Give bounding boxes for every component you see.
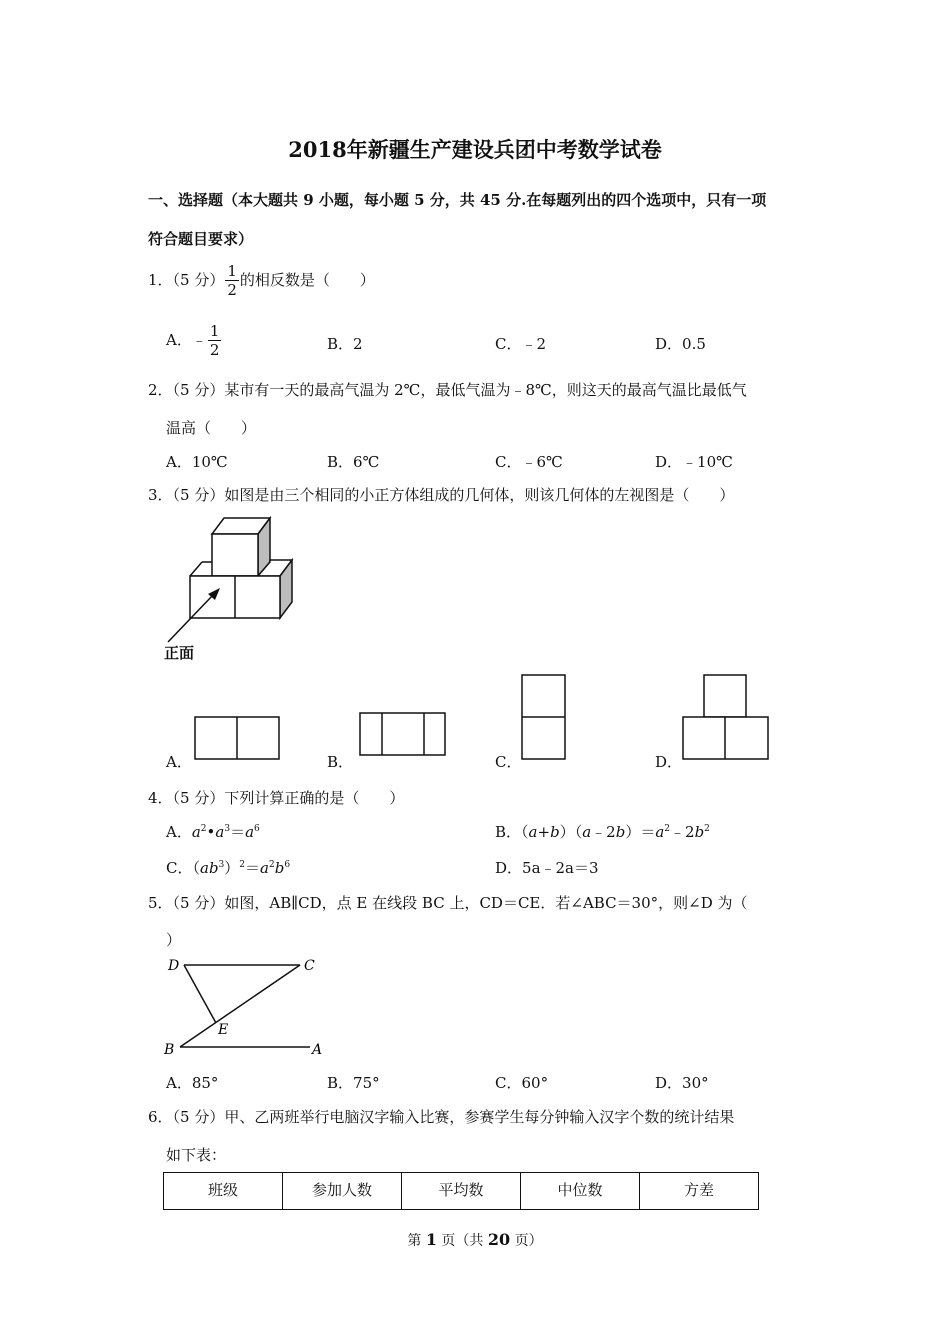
page-title: 2018年新疆生产建设兵团中考数学试卷 xyxy=(288,137,662,162)
option-label: A． xyxy=(166,331,192,349)
q4-option-b: B．$(a+b)(a﹣2b)=a^2﹣2b^2$ xyxy=(495,823,710,841)
question-1-number: 1．（5 分） xyxy=(148,271,225,289)
point-label-b: B xyxy=(164,1042,175,1058)
table-header-cell: 参加人数 xyxy=(283,1173,402,1210)
q3-option-c-figure xyxy=(521,674,569,764)
q1-option-b: B．2 xyxy=(327,335,363,353)
q2-option-c: C．﹣6℃ xyxy=(495,453,563,471)
q1-option-d: D．0.5 xyxy=(655,335,706,353)
point-label-c: C xyxy=(304,958,315,974)
question-5-line1: 5．（5 分）如图，AB∥CD，点 E 在线段 BC 上，CD＝CE．若∠ABC＝30°，则∠D 为（ xyxy=(148,894,748,912)
question-2-line2: 温高（ ） xyxy=(166,419,257,437)
q2-option-a: A．10℃ xyxy=(166,453,228,471)
footer-middle: 页（共 xyxy=(436,1233,488,1249)
fraction-numerator: 1 xyxy=(227,262,237,280)
fraction-denominator: 2 xyxy=(209,341,220,359)
q5-option-b: B．75° xyxy=(327,1074,380,1092)
q3-option-d-label: D． xyxy=(655,753,683,771)
fraction-denominator: 2 xyxy=(227,281,237,299)
q3-option-b-label: B． xyxy=(327,753,354,771)
option-sign: ﹣ xyxy=(191,331,207,349)
point-label-e: E xyxy=(218,1022,229,1038)
page-footer xyxy=(0,1230,950,1250)
q5-option-c: C．60° xyxy=(495,1074,549,1092)
question-6-line2: 如下表： xyxy=(166,1146,227,1164)
question-2-line1: 2．（5 分）某市有一天的最高气温为 2℃，最低气温为﹣8℃，则这天的最高气温比最低气 xyxy=(148,381,747,399)
question-6-line1: 6．（5 分）甲、乙两班举行电脑汉字输入比赛，参赛学生每分钟输入汉字个数的统计结果 xyxy=(148,1108,735,1126)
q3-option-b-figure xyxy=(359,712,449,758)
footer-page-number: 1 xyxy=(425,1230,437,1249)
table-header-cell: 方差 xyxy=(640,1173,759,1210)
q1-option-a xyxy=(166,324,222,358)
q4-option-d: D．5a﹣2a＝3 xyxy=(495,859,599,877)
question-1-text: 的相反数是（ ） xyxy=(239,271,375,289)
footer-total-pages: 20 xyxy=(487,1230,511,1249)
point-label-a: A xyxy=(312,1042,323,1058)
q6-table xyxy=(163,1172,759,1210)
q4-option-a: A．$a^2•a^3=a^6$ xyxy=(166,823,260,841)
q3-option-a-label: A． xyxy=(166,753,192,771)
question-1 xyxy=(148,264,375,298)
front-arrow xyxy=(160,580,230,650)
q3-option-c-label: C． xyxy=(495,753,522,771)
question-3: 3．（5 分）如图是由三个相同的小正方体组成的几何体，则该几何体的左视图是（ ） xyxy=(148,486,735,504)
option-label: C． xyxy=(166,859,193,877)
table-header-row xyxy=(164,1173,759,1210)
q4-option-c: C．$(ab^3)^2=a^2b^6$ xyxy=(166,859,291,877)
q3-option-d-figure xyxy=(682,674,772,764)
q5-geometry-figure xyxy=(160,952,330,1062)
front-label: 正面 xyxy=(164,644,195,662)
option-label: A． xyxy=(166,823,192,841)
q5-option-a: A．85° xyxy=(166,1074,219,1092)
option-label: B． xyxy=(495,823,522,841)
q2-option-d: D．﹣10℃ xyxy=(655,453,733,471)
q2-option-b: B．6℃ xyxy=(327,453,380,471)
footer-suffix: 页） xyxy=(510,1233,543,1249)
footer-prefix: 第 xyxy=(407,1233,426,1249)
table-header-cell: 班级 xyxy=(164,1173,283,1210)
question-4: 4．（5 分）下列计算正确的是（ ） xyxy=(148,789,405,807)
section-heading-line2: 符合题目要求） xyxy=(148,230,254,248)
q5-option-d: D．30° xyxy=(655,1074,709,1092)
question-1-fraction xyxy=(225,264,239,298)
question-5-line2: ） xyxy=(166,931,182,949)
point-label-d: D xyxy=(168,958,180,974)
q3-option-a-figure xyxy=(194,716,282,762)
fraction-numerator: 1 xyxy=(209,322,220,340)
table-header-cell: 平均数 xyxy=(402,1173,521,1210)
table-header-cell: 中位数 xyxy=(521,1173,640,1210)
option-a-fraction xyxy=(208,324,222,358)
q1-option-c: C．﹣2 xyxy=(495,335,547,353)
section-heading-line1: 一、选择题（本大题共 9 小题，每小题 5 分，共 45 分.在每题列出的四个选项中，只有一项 xyxy=(148,191,767,209)
